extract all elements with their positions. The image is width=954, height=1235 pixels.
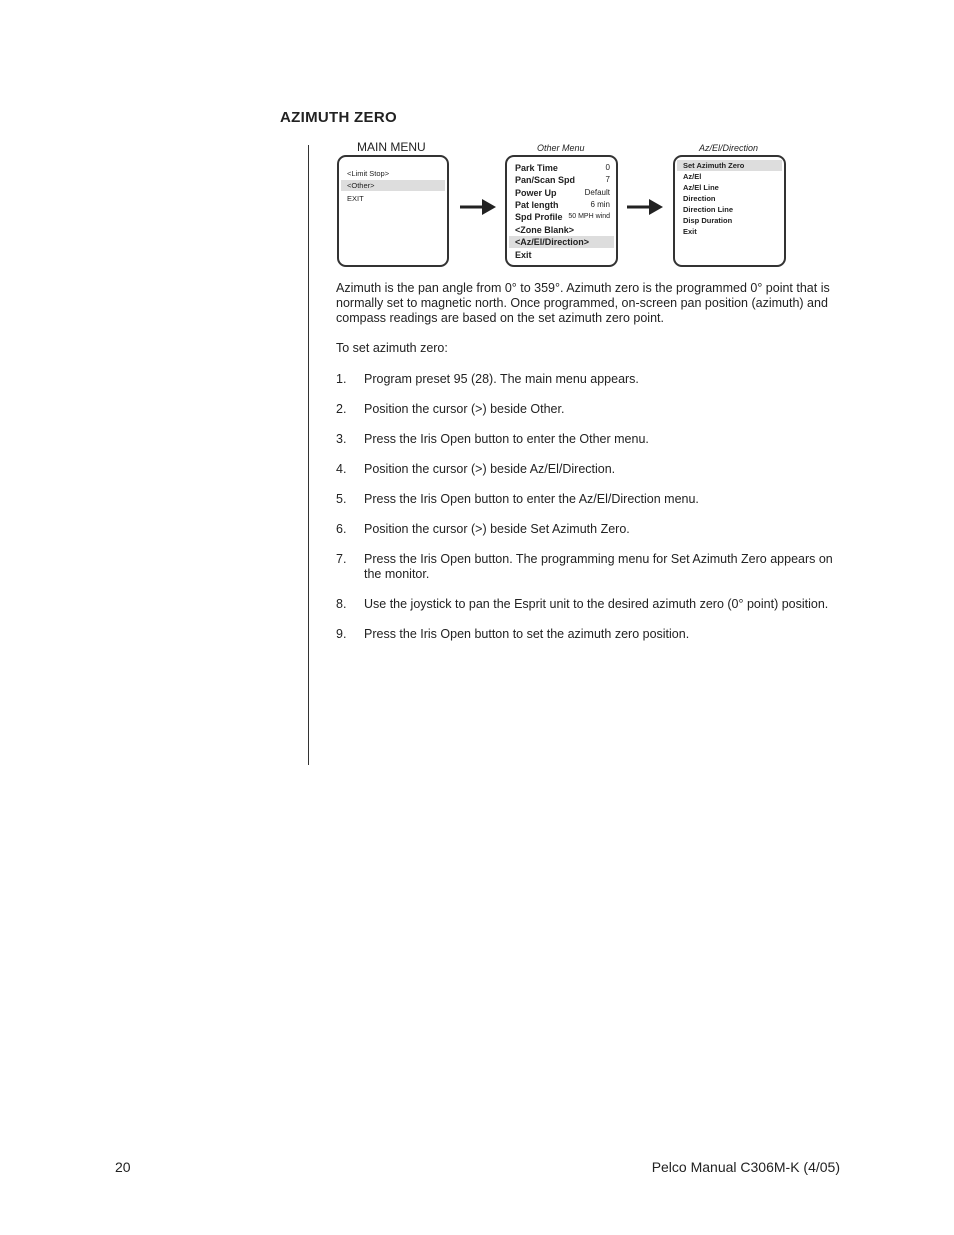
intro-paragraph: Azimuth is the pan angle from 0° to 359°. Azimuth zero is the programmed 0° point that is normally set to magnetic north. Once programmed, on-screen pan position (azimuth) and compass readings are based on the set azimuth zero point. (336, 281, 830, 325)
other-menu-title: Other Menu (537, 143, 585, 153)
step-item: 8. Use the joystick to pan the Esprit unit to the desired azimuth zero (0° point) position. (336, 597, 829, 611)
other-menu-item: Power Up Default (515, 188, 610, 198)
azel-menu-item: Exit (683, 227, 697, 236)
step-item: 4. Position the cursor (>) beside Az/El/Direction. (336, 462, 616, 476)
azel-menu-title: Az/El/Direction (699, 143, 759, 153)
lead-in-text: To set azimuth zero: (336, 341, 448, 355)
arrow-right-icon (627, 198, 665, 216)
step-item: 9. Press the Iris Open button to set the azimuth zero position. (336, 627, 690, 641)
azel-menu-item: Az/El Line (683, 183, 719, 192)
step-item: 1. Program preset 95 (28). The main menu appears. (336, 372, 639, 386)
arrow-right-icon (460, 198, 498, 216)
step-item: 7. Press the Iris Open button. The programming menu for Set Azimuth Zero appears on the monitor. (336, 552, 833, 581)
main-menu-item: <Limit Stop> (347, 169, 390, 178)
step-item: 3. Press the Iris Open button to enter the Other menu. (336, 432, 649, 446)
azel-menu-item: Direction Line (683, 205, 734, 214)
main-menu-title: MAIN MENU (357, 140, 426, 154)
other-menu-item: Exit (515, 250, 532, 260)
step-item: 5. Press the Iris Open button to enter the Az/El/Direction menu. (336, 492, 699, 506)
other-menu-item: Spd Profile 50 MPH wind (515, 212, 610, 222)
azel-menu-screen (673, 155, 786, 267)
step-item: 6. Position the cursor (>) beside Set Azimuth Zero. (336, 522, 630, 536)
azel-menu-item-selected: Set Azimuth Zero (677, 160, 782, 171)
section-heading: AZIMUTH ZERO (280, 109, 397, 126)
page-number: 20 (115, 1159, 131, 1175)
other-menu-item: Pan/Scan Spd 7 (515, 175, 610, 185)
other-menu-item-selected: <Az/El/Direction> (509, 236, 614, 248)
other-menu-item: Pat length 6 min (515, 200, 610, 210)
main-menu-item-selected: <Other> (341, 180, 445, 191)
main-menu-screen (337, 155, 449, 267)
azel-menu-item: Direction (683, 194, 716, 203)
manual-reference: Pelco Manual C306M-K (4/05) (651, 1159, 840, 1175)
azel-menu-item: Disp Duration (683, 216, 733, 225)
other-menu-item: Park Time 0 (515, 163, 610, 173)
other-menu-item: <Zone Blank> (515, 225, 575, 235)
main-menu-item: EXIT (347, 194, 364, 203)
other-menu-screen (505, 155, 618, 267)
azel-menu-item: Az/El (683, 172, 702, 181)
step-item: 2. Position the cursor (>) beside Other. (336, 402, 565, 416)
margin-rule (308, 145, 309, 765)
